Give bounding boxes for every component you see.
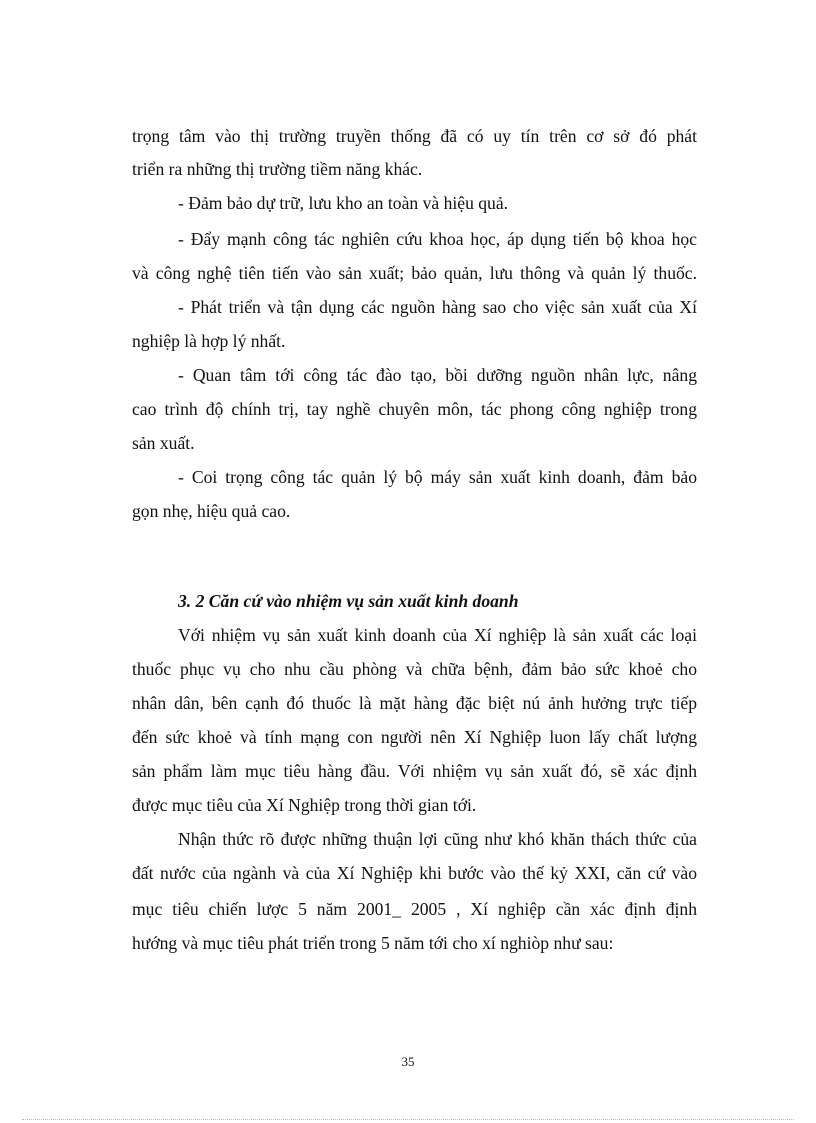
- text-line: đất nước của ngành và của Xí Nghiệp khi bước vào thế kỷ XXI, căn cứ vào: [132, 863, 697, 883]
- text-line: cao trình độ chính trị, tay nghề chuyên môn, tác phong công nghiệp trong: [132, 399, 697, 419]
- bullet-item: - Coi trọng công tác quản lý bộ máy sản xuất kinh doanh, đảm bảo: [178, 467, 697, 487]
- text-line: triển ra những thị trường tiềm năng khác.: [132, 159, 423, 179]
- text-line: và công nghệ tiên tiến vào sản xuất; bảo quản, lưu thông và quản lý thuốc.: [132, 263, 697, 283]
- section-heading: 3. 2 Căn cứ vào nhiệm vụ sản xuất kinh doanh: [178, 591, 519, 611]
- text-line: hướng và mục tiêu phát triển trong 5 năm tới cho xí nghiòp như sau:: [132, 933, 614, 953]
- text-line: được mục tiêu của Xí Nghiệp trong thời gian tới.: [132, 795, 477, 815]
- bullet-item: - Đảm bảo dự trữ, lưu kho an toàn và hiệu quả.: [178, 193, 509, 213]
- text-line: Nhận thức rõ được những thuận lợi cũng như khó khăn thách thức của: [178, 829, 697, 849]
- text-line: đến sức khoẻ và tính mạng con người nên Xí Nghiệp luon lấy chất lượng: [132, 727, 697, 747]
- bullet-item: - Đẩy mạnh công tác nghiên cứu khoa học, áp dụng tiến bộ khoa học: [178, 229, 697, 249]
- text-line: trọng tâm vào thị trường truyền thống đã có uy tín trên cơ sở đó phát: [132, 126, 697, 146]
- text-line: nghiệp là hợp lý nhất.: [132, 331, 286, 351]
- page-number: 35: [401, 1054, 415, 1069]
- text-line: mục tiêu chiến lược 5 năm 2001_ 2005 , Xí nghiệp cần xác định định: [132, 899, 697, 919]
- text-line: sản xuất.: [132, 433, 195, 453]
- page-border: [22, 1119, 794, 1120]
- bullet-item: - Quan tâm tới công tác đào tạo, bồi dưỡng nguồn nhân lực, nâng: [178, 365, 697, 385]
- bullet-item: - Phát triển và tận dụng các nguồn hàng sao cho việc sản xuất của Xí: [178, 297, 697, 317]
- text-line: nhân dân, bên cạnh đó thuốc là mặt hàng đặc biệt nú ảnh hưởng trực tiếp: [132, 693, 697, 713]
- text-line: thuốc phục vụ cho nhu cầu phòng và chữa bệnh, đảm bảo sức khoẻ cho: [132, 659, 697, 679]
- text-line: Với nhiệm vụ sản xuất kinh doanh của Xí nghiệp là sản xuất các loại: [178, 625, 697, 645]
- text-line: sản phẩm làm mục tiêu hàng đầu. Với nhiệm vụ sản xuất đó, sẽ xác định: [132, 761, 697, 781]
- text-line: gọn nhẹ, hiệu quả cao.: [132, 501, 291, 521]
